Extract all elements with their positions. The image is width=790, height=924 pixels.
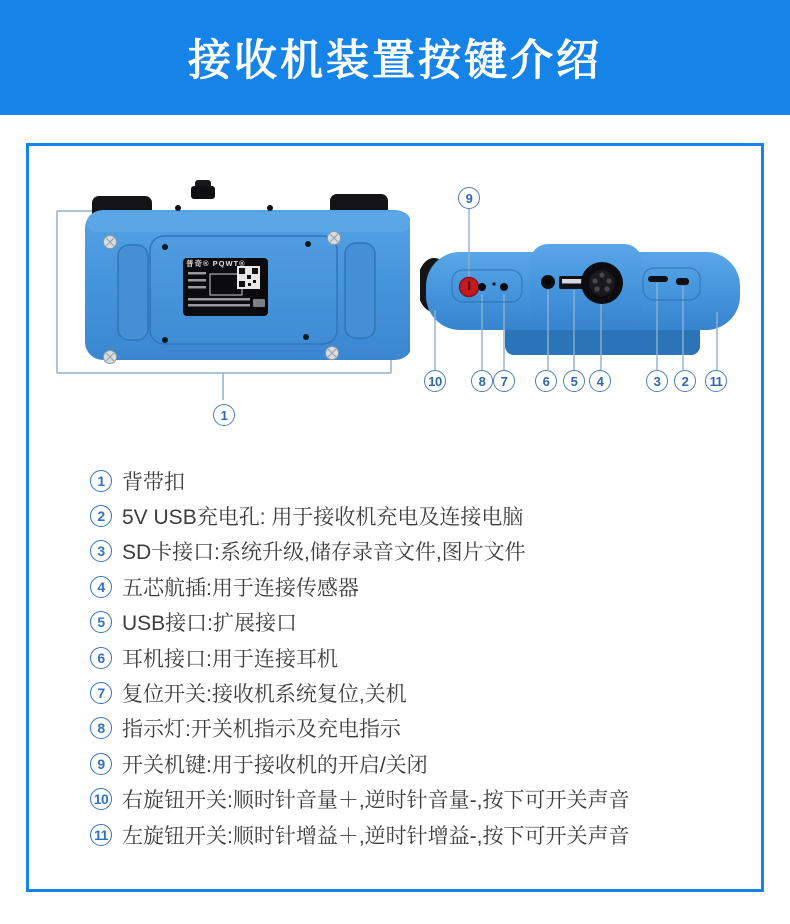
legend-num-8: 8 bbox=[90, 717, 112, 739]
legend-item-3 bbox=[90, 534, 750, 569]
receiver-top-view-image bbox=[420, 182, 750, 397]
legend-text-11: 左旋钮开关:顺时针增益＋,逆时针增益-,按下可开关声音 bbox=[122, 824, 630, 848]
header-banner bbox=[0, 0, 790, 115]
callout-9: 9 bbox=[458, 187, 480, 209]
receiver-back-view-image bbox=[50, 178, 410, 428]
legend-text-7: 复位开关:接收机系统复位,关机 bbox=[122, 683, 407, 707]
headphone-jack bbox=[541, 275, 555, 289]
legend-num-5: 5 bbox=[90, 611, 112, 633]
grip-right bbox=[345, 243, 375, 338]
callout-1: 1 bbox=[213, 404, 235, 426]
callout-4: 4 bbox=[589, 370, 611, 392]
legend-num-2: 2 bbox=[90, 505, 112, 527]
legend-text-3: SD卡接口:系统升级,储存录音文件,图片文件 bbox=[122, 541, 526, 565]
page-title: 接收机装置按键介绍 bbox=[188, 37, 602, 85]
callout-6: 6 bbox=[535, 370, 557, 392]
charge-port bbox=[676, 278, 689, 285]
brand-label-text: 普奇® PQWT® bbox=[186, 259, 246, 268]
legend-item-5 bbox=[90, 605, 750, 640]
legend-item-6 bbox=[90, 640, 750, 675]
legend-num-4: 4 bbox=[90, 576, 112, 598]
callout-11: 11 bbox=[705, 370, 727, 392]
callout-2: 2 bbox=[674, 370, 696, 392]
callout-7: 7 bbox=[493, 370, 515, 392]
aviation-connector bbox=[581, 262, 623, 304]
legend-item-7 bbox=[90, 675, 750, 710]
legend-item-11 bbox=[90, 817, 750, 852]
top-connector bbox=[191, 180, 215, 199]
reset-switch bbox=[500, 283, 508, 291]
legend-text-9: 开关机键:用于接收机的开启/关闭 bbox=[122, 753, 428, 777]
legend-item-8 bbox=[90, 711, 750, 746]
mic-hole bbox=[492, 282, 495, 285]
legend-text-5: USB接口:扩展接口 bbox=[122, 612, 298, 636]
legend-item-1 bbox=[90, 463, 750, 498]
callout-8: 8 bbox=[471, 370, 493, 392]
legend-num-6: 6 bbox=[90, 647, 112, 669]
callout-10: 10 bbox=[424, 370, 446, 392]
legend-text-2: 5V USB充电孔: 用于接收机充电及连接电脑 bbox=[122, 506, 524, 530]
legend-text-1: 背带扣 bbox=[122, 470, 185, 494]
legend-text-4: 五芯航插:用于连接传感器 bbox=[122, 576, 359, 600]
legend-num-1: 1 bbox=[90, 470, 112, 492]
legend-item-9 bbox=[90, 746, 750, 781]
callout-5: 5 bbox=[563, 370, 585, 392]
indicator-led bbox=[478, 283, 486, 291]
legend-num-10: 10 bbox=[90, 788, 112, 810]
legend-num-11: 11 bbox=[90, 824, 112, 846]
legend-text-6: 耳机接口:用于连接耳机 bbox=[122, 647, 338, 671]
legend-list bbox=[90, 463, 750, 852]
legend-num-9: 9 bbox=[90, 753, 112, 775]
legend-item-10 bbox=[90, 782, 750, 817]
qr-code bbox=[237, 266, 260, 289]
callout-3: 3 bbox=[646, 370, 668, 392]
legend-text-10: 右旋钮开关:顺时针音量＋,逆时针音量-,按下可开关声音 bbox=[122, 789, 630, 813]
power-button bbox=[460, 278, 479, 297]
legend-num-7: 7 bbox=[90, 682, 112, 704]
sd-card-slot bbox=[648, 276, 668, 282]
legend-item-4 bbox=[90, 569, 750, 604]
legend-num-3: 3 bbox=[90, 540, 112, 562]
legend-item-2 bbox=[90, 498, 750, 533]
grip-left bbox=[118, 245, 148, 340]
legend-text-8: 指示灯:开关机指示及充电指示 bbox=[122, 718, 401, 742]
